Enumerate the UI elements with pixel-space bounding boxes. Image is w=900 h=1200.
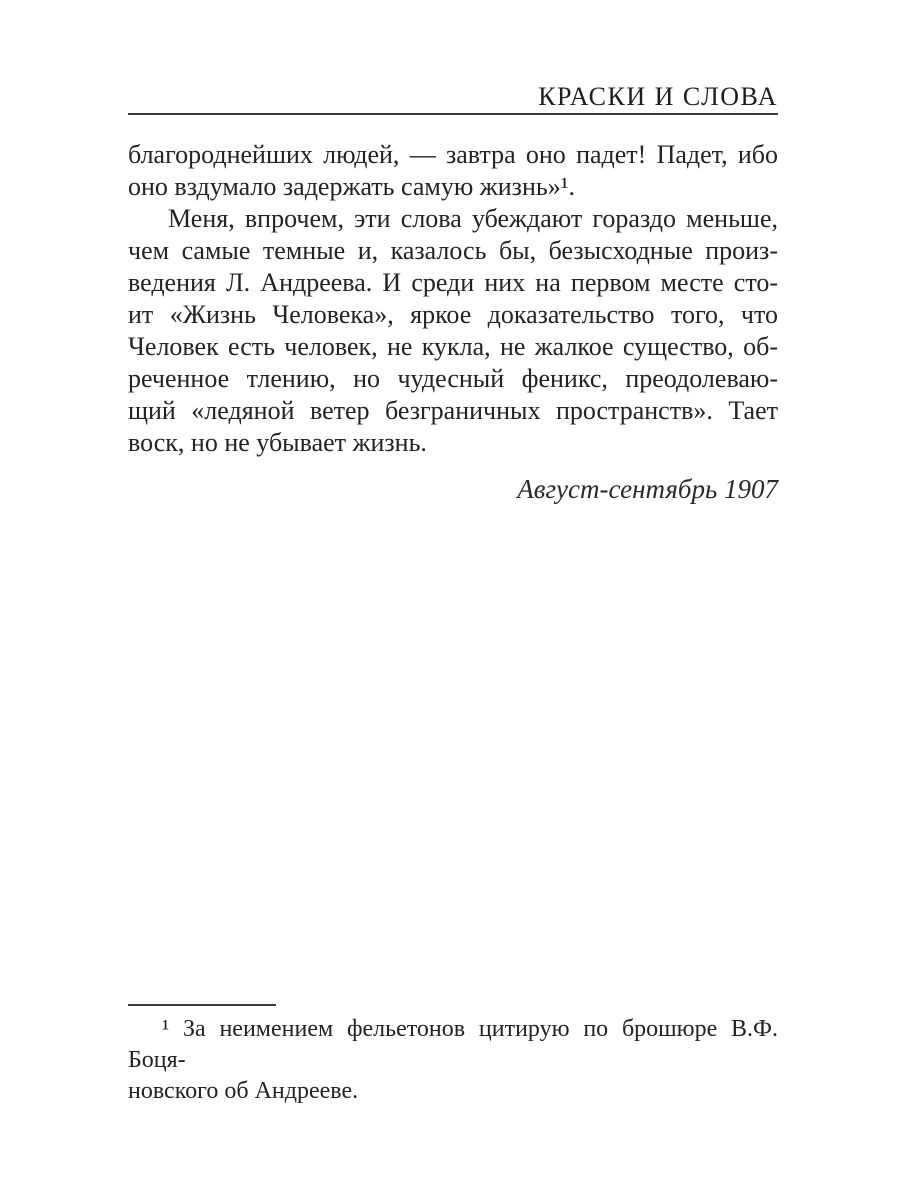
text-line: щий «ледяной ветер безграничных пространств». Тает bbox=[128, 396, 778, 425]
text-line: ¹ За неимением фельетонов цитирую по брошюре В.Ф. Боця- bbox=[128, 1016, 778, 1073]
text-line: реченное тлению, но чудесный феникс, преодолеваю- bbox=[128, 364, 778, 393]
running-head-title: КРАСКИ И СЛОВА bbox=[538, 82, 778, 111]
dateline: Август-сентябрь 1907 bbox=[517, 474, 778, 504]
text-line: Меня, впрочем, эти слова убеждают гораздо меньше, bbox=[168, 204, 778, 233]
header-rule bbox=[128, 113, 778, 115]
text-line: ит «Жизнь Человека», яркое доказательство того, что bbox=[128, 300, 778, 329]
footnote bbox=[128, 1004, 778, 1107]
body-text bbox=[128, 139, 778, 505]
text-line: воск, но не убывает жизнь. bbox=[128, 428, 427, 457]
footnote-rule bbox=[128, 1004, 276, 1006]
text-line: новского об Андрееве. bbox=[128, 1078, 359, 1104]
body-paragraph bbox=[128, 139, 778, 203]
body-paragraph bbox=[128, 203, 778, 459]
text-line: Человек есть человек, не кукла, не жалкое существо, об- bbox=[128, 332, 778, 361]
text-line: оно вздумало задержать самую жизнь»¹. bbox=[128, 172, 576, 201]
text-line: чем самые темные и, казалось бы, безысходные произ- bbox=[128, 236, 778, 265]
text-line: ведения Л. Андреева. И среди них на первом месте сто- bbox=[128, 268, 778, 297]
text-line: благороднейших людей, — завтра оно падет! Падет, ибо bbox=[128, 140, 778, 169]
footnote-text bbox=[128, 1014, 778, 1107]
